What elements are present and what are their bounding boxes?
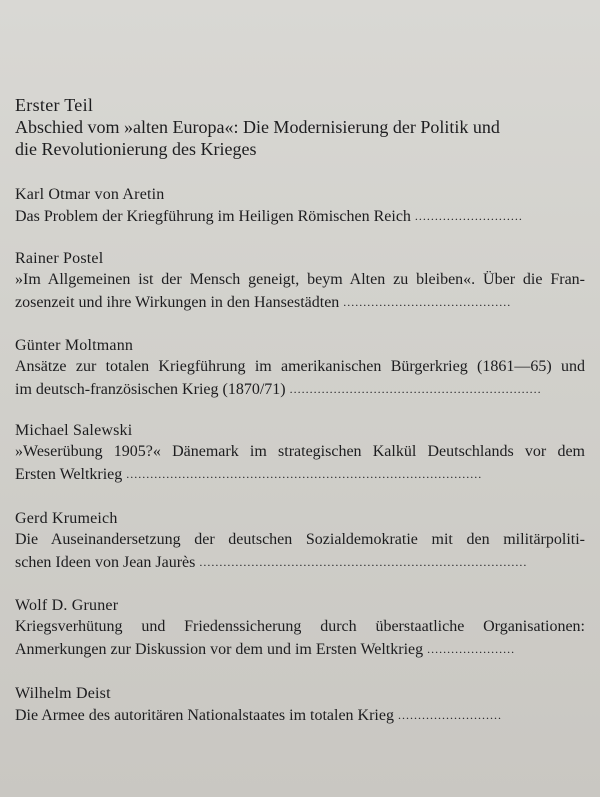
part-header (15, 94, 585, 160)
entry-title-line: Kriegsverhütung und Friedenssicherung durch überstaatliche Organisationen: (15, 618, 585, 635)
leader-dots: .......................................... (343, 295, 512, 309)
leader-dots: ........................... (414, 209, 523, 223)
leader-dots: .................................................................................. (199, 555, 528, 569)
entry-title-text: Die Armee des autoritären Nationalstaates im totalen Krieg (15, 707, 394, 724)
entry-title-line: Ansätze zur totalen Kriegführung im amerikanischen Bürgerkrieg (1861—65) und (15, 358, 585, 375)
entry-title-line (15, 551, 585, 574)
entry-title-line: »Weserübung 1905?« Dänemark im strategischen Kalkül Deutschlands vor dem (15, 443, 585, 460)
leader-dots: ...................... (427, 642, 516, 656)
toc-entry (15, 508, 585, 574)
entry-title-line (15, 638, 585, 661)
part-label: Erster Teil (15, 95, 94, 115)
toc-entry (15, 248, 585, 314)
entry-title-line: Die Auseinandersetzung der deutschen Sozialdemokratie mit den militärpoliti- (15, 531, 585, 548)
entry-author: Gerd Krumeich (15, 510, 118, 527)
entry-title-text: Das Problem der Kriegführung im Heiligen Römischen Reich (15, 208, 411, 225)
leader-dots: .......................... (397, 708, 502, 722)
toc-entry (15, 420, 585, 486)
entry-title-line (15, 463, 585, 486)
entry-title-line (15, 378, 585, 401)
toc-entry (15, 335, 585, 401)
entry-title-text: Ersten Weltkrieg (15, 466, 123, 483)
toc-entry (15, 683, 585, 727)
entry-title-line: »Im Allgemeinen ist der Mensch geneigt, beym Alten zu bleiben«. Über die Fran- (15, 271, 585, 288)
entry-author: Wilhelm Deist (15, 685, 111, 702)
entry-title-text: Anmerkungen zur Diskussion vor dem und im Ersten Weltkrieg (15, 641, 424, 658)
leader-dots: ............................................................... (289, 382, 542, 396)
part-title-line-1: Abschied vom »alten Europa«: Die Modernisierung der Politik und (15, 117, 500, 137)
toc-entry (15, 595, 585, 661)
entry-author: Günter Moltmann (15, 337, 134, 354)
entry-title-text: zosenzeit und ihre Wirkungen in den Hansestädten (15, 294, 340, 311)
entry-title-text: schen Ideen von Jean Jaurès (15, 554, 196, 571)
entry-author: Karl Otmar von Aretin (15, 186, 165, 203)
leader-dots: ......................................................................................... (126, 467, 483, 481)
entry-author: Rainer Postel (15, 250, 104, 267)
entry-title-line (15, 291, 585, 314)
entry-title-line (15, 205, 585, 228)
entry-author: Michael Salewski (15, 422, 133, 439)
entry-title-line (15, 704, 585, 727)
entry-title-text: im deutsch-französischen Krieg (1870/71) (15, 381, 286, 398)
toc-entry (15, 184, 585, 228)
part-title-line-2: die Revolutionierung des Krieges (15, 139, 257, 159)
entry-author: Wolf D. Gruner (15, 597, 119, 614)
